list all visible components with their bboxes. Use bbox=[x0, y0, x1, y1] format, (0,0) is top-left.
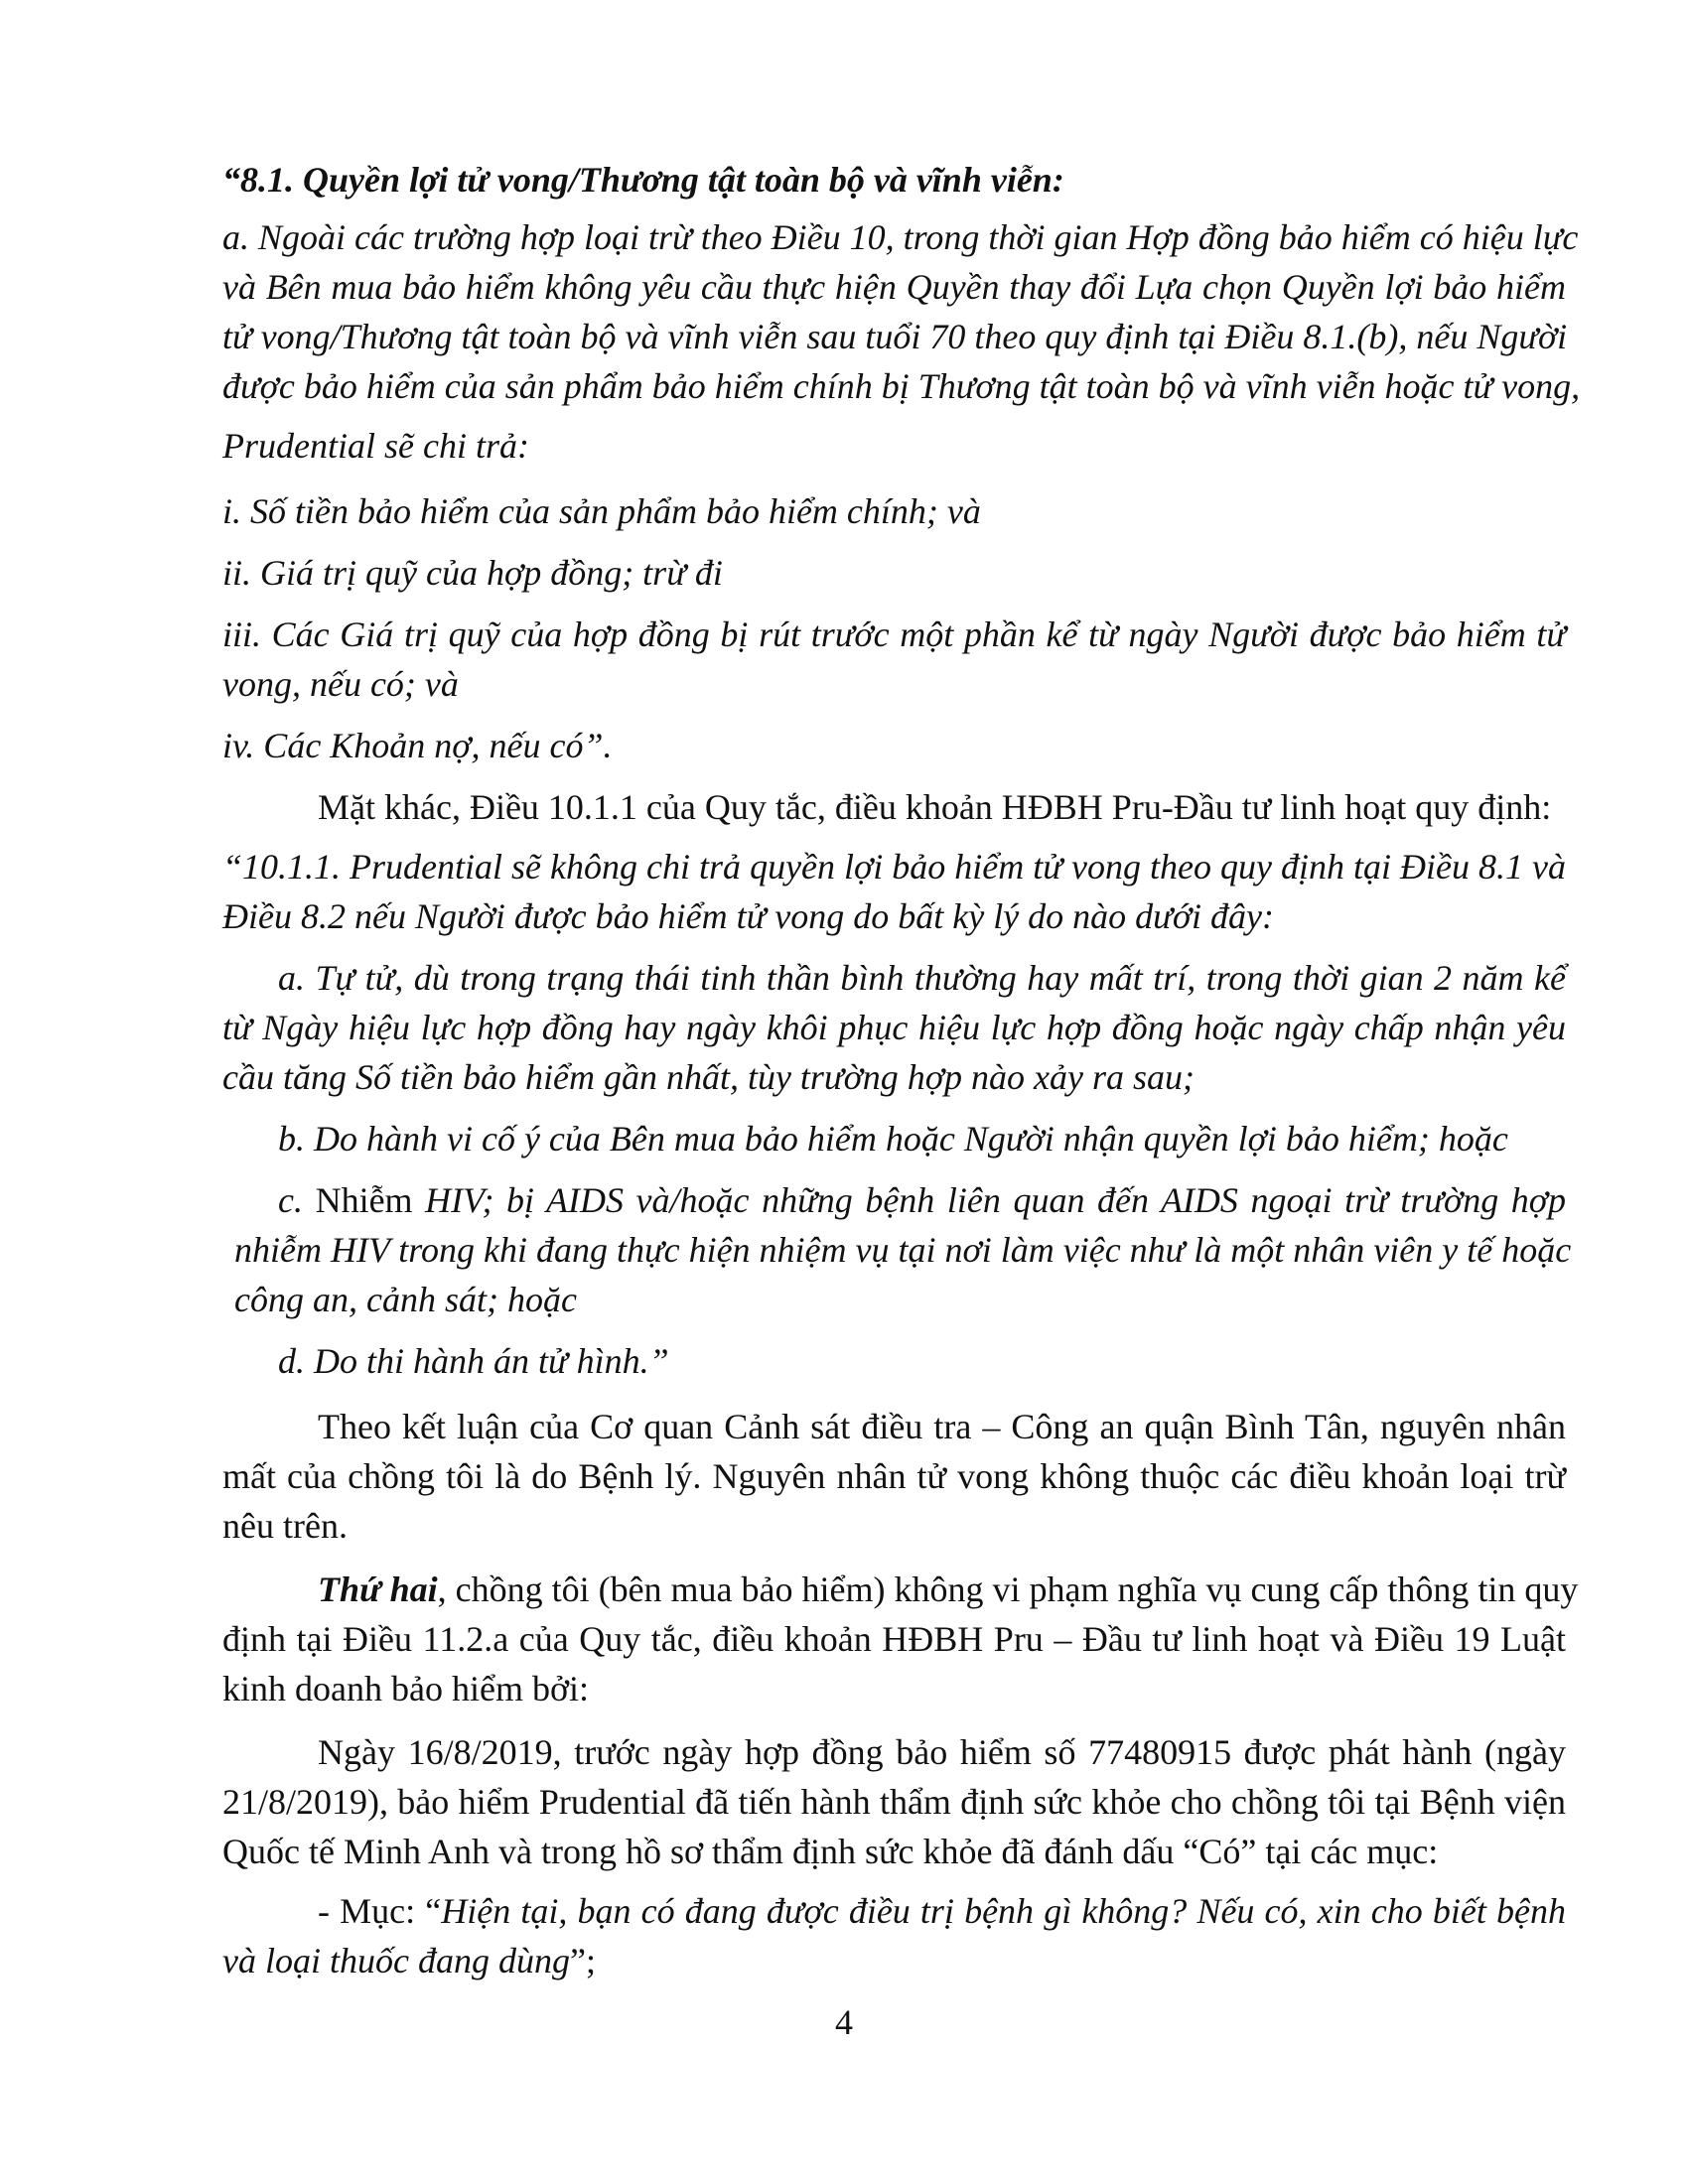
item-suffix: ”; bbox=[569, 1941, 596, 1980]
section-8-1-a-line-5: Prudential sẽ chi trả: bbox=[222, 426, 529, 466]
section-10-1-1-d: d. Do thi hành án tử hình.” bbox=[278, 1341, 669, 1381]
item-prefix: - Mục: “ bbox=[318, 1891, 442, 1931]
second-point-line-1 bbox=[318, 1565, 1579, 1614]
item-line-1 bbox=[318, 1886, 1566, 1936]
second-point-line-2: định tại Điều 11.2.a của Quy tắc, điều khoản HĐBH Pru – Đầu tư linh hoạt và Điều 19 Luật bbox=[222, 1619, 1566, 1659]
section-8-1-a-line-2: và Bên mua bảo hiểm không yêu cầu thực hiện Quyền thay đổi Lựa chọn Quyền lợi bảo hiểm bbox=[222, 267, 1566, 307]
section-10-1-1-line-2: Điều 8.2 nếu Người được bảo hiểm tử vong do bất kỳ lý do nào dưới đây: bbox=[222, 896, 1274, 936]
c-normal-text: Nhiễm bbox=[315, 1180, 426, 1220]
item-line-2 bbox=[222, 1936, 596, 1985]
assessment-line-2: 21/8/2019), bảo hiểm Prudential đã tiến hành thẩm định sức khỏe cho chồng tôi tại Bệnh viện bbox=[222, 1782, 1566, 1822]
section-8-1-item-iii-line-2: vong, nếu có; và bbox=[222, 664, 459, 704]
conclusion-line-2: mất của chồng tôi là do Bệnh lý. Nguyên nhân tử vong không thuộc các điều khoản loại trừ bbox=[222, 1456, 1566, 1496]
section-8-1-item-iv: iv. Các Khoản nợ, nếu có”. bbox=[222, 726, 613, 765]
intro-10-1-1: Mặt khác, Điều 10.1.1 của Quy tắc, điều khoản HĐBH Pru-Đầu tư linh hoạt quy định: bbox=[318, 787, 1552, 827]
assessment-line-3: Quốc tế Minh Anh và trong hồ sơ thẩm định sức khỏe đã đánh dấu “Có” tại các mục: bbox=[222, 1832, 1439, 1871]
section-8-1-item-ii: ii. Giá trị quỹ của hợp đồng; trừ đi bbox=[222, 553, 723, 593]
c-prefix: c. bbox=[278, 1180, 316, 1220]
item-question: Hiện tại, bạn có đang được điều trị bệnh gì không? Nếu có, xin cho biết bệnh bbox=[441, 1891, 1566, 1931]
section-8-1-a-line-4: được bảo hiểm của sản phẩm bảo hiểm chính bị Thương tật toàn bộ và vĩnh viễn hoặc tử vong, bbox=[222, 366, 1581, 406]
page-number: 4 bbox=[835, 2002, 853, 2042]
conclusion-line-1: Theo kết luận của Cơ quan Cảnh sát điều tra – Công an quận Bình Tân, nguyên nhân bbox=[318, 1407, 1566, 1446]
second-point-line-3: kinh doanh bảo hiểm bởi: bbox=[222, 1669, 589, 1708]
section-10-1-1-a-line-2: từ Ngày hiệu lực hợp đồng hay ngày khôi phục hiệu lực hợp đồng hoặc ngày chấp nhận yêu bbox=[222, 1008, 1566, 1047]
section-10-1-1-a-line-1: a. Tự tử, dù trong trạng thái tinh thần bình thường hay mất trí, trong thời gian 2 năm kể bbox=[278, 958, 1566, 998]
section-8-1-heading: “8.1. Quyền lợi tử vong/Thương tật toàn bộ và vĩnh viễn: bbox=[222, 160, 1064, 200]
assessment-line-1: Ngày 16/8/2019, trước ngày hợp đồng bảo hiểm số 77480915 được phát hành (ngày bbox=[318, 1732, 1566, 1772]
section-10-1-1-c-line-3: công an, cảnh sát; hoặc bbox=[234, 1280, 577, 1319]
section-10-1-1-line-1: “10.1.1. Prudential sẽ không chi trả quyền lợi bảo hiểm tử vong theo quy định tại Điều 8.1 và bbox=[222, 847, 1566, 887]
section-10-1-1-b: b. Do hành vi cố ý của Bên mua bảo hiểm hoặc Người nhận quyền lợi bảo hiểm; hoặc bbox=[278, 1119, 1508, 1159]
section-10-1-1-c-line-1 bbox=[278, 1175, 1566, 1225]
section-10-1-1-c-line-2: nhiễm HIV trong khi đang thực hiện nhiệm vụ tại nơi làm việc như là một nhân viên y tế hoặc bbox=[234, 1230, 1572, 1270]
section-8-1-a-line-1: a. Ngoài các trường hợp loại trừ theo Điều 10, trong thời gian Hợp đồng bảo hiểm có hiệu lực bbox=[222, 217, 1579, 257]
c-rest-text: HIV; bị AIDS và/hoặc những bệnh liên quan đến AIDS ngoại trừ trường hợp bbox=[425, 1180, 1567, 1220]
item-question-cont: và loại thuốc đang dùng bbox=[222, 1941, 570, 1980]
section-10-1-1-a-line-3: cầu tăng Số tiền bảo hiểm gần nhất, tùy trường hợp nào xảy ra sau; bbox=[222, 1057, 1195, 1097]
section-8-1-a-line-3: tử vong/Thương tật toàn bộ và vĩnh viễn sau tuổi 70 theo quy định tại Điều 8.1.(b), nếu Người bbox=[222, 317, 1568, 356]
second-point-rest: , chồng tôi (bên mua bảo hiểm) không vi phạm nghĩa vụ cung cấp thông tin quy bbox=[437, 1570, 1579, 1609]
section-8-1-item-i: i. Số tiền bảo hiểm của sản phẩm bảo hiểm chính; và bbox=[222, 491, 981, 531]
conclusion-line-3: nêu trên. bbox=[222, 1506, 348, 1546]
section-8-1-item-iii-line-1: iii. Các Giá trị quỹ của hợp đồng bị rút trước một phần kể từ ngày Người được bảo hiểm tử bbox=[222, 614, 1566, 654]
second-point-lead: Thứ hai bbox=[318, 1570, 438, 1609]
